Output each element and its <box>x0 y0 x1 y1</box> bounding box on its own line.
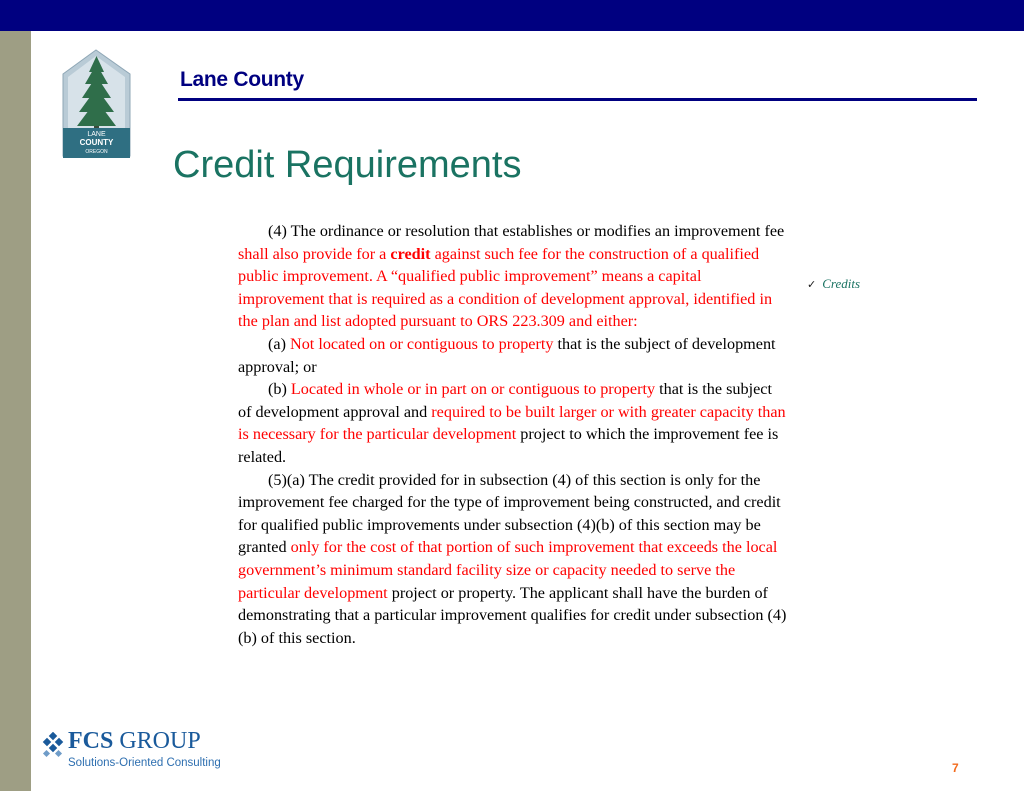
checkmark-icon: ✓ <box>807 278 817 291</box>
slide-title: Credit Requirements <box>173 144 522 186</box>
fcs-wordmark-suffix: GROUP <box>113 728 201 754</box>
text-run: Not located on or contiguous to property <box>290 334 554 353</box>
logo-line3: OREGON <box>85 149 108 155</box>
text-run: project or property. The applicant shall have the burden of demonstrating that a particular improvement qualifies for credit under subsection (4)(b) of this section. <box>238 583 787 647</box>
header-rule <box>178 98 977 101</box>
page-number: 7 <box>952 761 959 775</box>
left-band <box>0 31 31 791</box>
text-run: credit <box>390 244 431 263</box>
text-run: (5)(a) The credit provided for in subsection (4) of this section is only for the improvement fee charged for the type of improvement being constructed, and credit for qualified public improvements under subsection (4)(b) of this section may be granted <box>238 470 781 557</box>
text-run: (4) The ordinance or resolution that establishes or modifies an improvement fee <box>268 222 785 240</box>
paragraph-5a <box>238 469 788 650</box>
text-run: against such fee for the construction of a qualified public improvement. A “qualified public improvement” means a capital improvement that is required as a condition of development approval, identified in the plan and list adopted pursuant to ORS 223.309 and either: <box>238 244 773 331</box>
text-run: that is the subject of development approval; or <box>238 334 776 376</box>
fcs-group-logo <box>38 728 228 776</box>
side-note <box>807 276 860 292</box>
logo-line1: LANE <box>87 131 106 138</box>
logo-line2: COUNTY <box>79 138 114 147</box>
top-band <box>0 0 1024 31</box>
paragraph-4 <box>238 220 788 333</box>
text-run: that is the subject of development approval and <box>238 380 772 421</box>
text-run: (b) <box>268 380 291 399</box>
paragraph-4b <box>238 378 788 468</box>
text-run: Located in whole or in part on or contiguous to property <box>290 380 656 399</box>
org-name: Lane County <box>180 68 304 91</box>
fcs-wordmark-prefix: FCS <box>68 728 114 754</box>
fcs-wordmark <box>68 728 201 755</box>
ordinance-text <box>238 220 788 649</box>
text-run: only for the cost of that portion of such improvement that exceeds the local government’s minimum standard facility size or capacity needed to serve the particular development <box>238 538 778 602</box>
diamond-cluster-icon <box>41 732 67 758</box>
fcs-tagline: Solutions-Oriented Consulting <box>68 757 221 769</box>
lane-county-logo <box>59 48 134 160</box>
text-run: (a) <box>268 334 291 353</box>
text-run: project to which the improvement fee is related. <box>238 425 779 466</box>
side-note-label: Credits <box>822 276 861 291</box>
text-run: required to be built larger or with greater capacity than is necessary for the particular development <box>238 402 786 444</box>
text-run: shall also provide for a <box>238 244 391 263</box>
paragraph-4a <box>238 333 788 378</box>
